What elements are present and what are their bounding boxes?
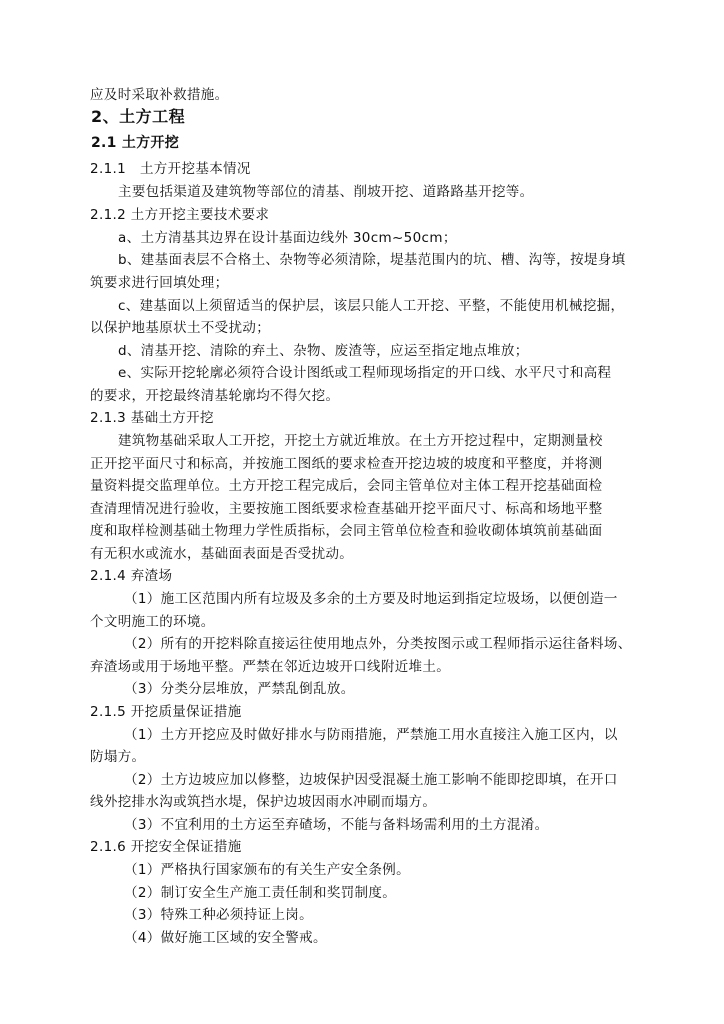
paragraph-line: 量资料提交监理单位。土方开挖工程完成后，会同主管单位对主体工程开挖基础面检 — [90, 478, 603, 494]
section-heading: 2、土方工程 — [91, 107, 186, 126]
paragraph-line: 度和取样检测基础土物理力学性质指标，会同主管单位检查和验收砌体填筑前基础面 — [90, 523, 603, 539]
paragraph-line: （3）分类分层堆放，严禁乱倒乱放。 — [124, 681, 355, 697]
text-line: 应及时采取补救措施。 — [90, 87, 229, 103]
item-heading: 2.1.5 开挖质量保证措施 — [90, 704, 242, 720]
item-heading: 2.1.2 土方开挖主要技术要求 — [90, 207, 270, 223]
paragraph-line: 弃渣场或用于场地平整。严禁在邻近边坡开口线附近堆土。 — [90, 659, 451, 675]
paragraph-line: 主要包括渠道及建筑物等部位的清基、削坡开挖、道路路基开挖等。 — [118, 184, 534, 200]
item-heading: 2.1.4 弃渣场 — [90, 568, 173, 584]
paragraph-line: （1）施工区范围内所有垃圾及多余的土方要及时地运到指定垃圾场，以便创造一 — [124, 591, 618, 607]
item-heading: 2.1.6 开挖安全保证措施 — [90, 839, 242, 855]
paragraph-line: （2）所有的开挖料除直接运往使用地点外，分类按图示或工程师指示运往备料场、 — [124, 636, 632, 652]
paragraph-line: （2）土方边坡应加以修整，边坡保护因受混凝土施工影响不能即挖即填，在开口 — [124, 772, 618, 788]
paragraph-line: c、建基面以上须留适当的保护层，该层只能人工开挖、平整，不能使用机械挖掘， — [118, 298, 625, 314]
subsection-heading: 2.1 土方开挖 — [91, 135, 180, 151]
paragraph-line: e、实际开挖轮廓必须符合设计图纸或工程师现场指定的开口线、水平尺寸和高程 — [118, 365, 612, 381]
paragraph-line: a、土方清基其边界在设计基面边线外 30cm~50cm； — [118, 230, 457, 246]
paragraph-line: 筑要求进行回填处理； — [90, 275, 229, 291]
paragraph-line: 以保护地基原状土不受扰动； — [90, 320, 271, 336]
paragraph-line: 个文明施工的环境。 — [90, 614, 215, 630]
paragraph-line: （4）做好施工区域的安全警戒。 — [124, 930, 327, 946]
paragraph-line: 正开挖平面尺寸和标高，并按施工图纸的要求检查开挖边坡的坡度和平整度，并将测 — [90, 456, 603, 472]
paragraph-line: （3）特殊工种必须持证上岗。 — [124, 907, 313, 923]
paragraph-line: d、清基开挖、清除的弃土、杂物、废渣等，应运至指定地点堆放； — [118, 343, 529, 359]
paragraph-line: 有无积水或流水，基础面表面是否受扰动。 — [90, 546, 354, 562]
paragraph-line: 防塌方。 — [90, 749, 146, 765]
paragraph-line: （2）制订安全生产施工责任制和奖罚制度。 — [124, 885, 397, 901]
paragraph-line: （1）严格执行国家颁布的有关生产安全条例。 — [124, 862, 410, 878]
paragraph-line: 查清理情况进行验收，主要按施工图纸要求检查基础开挖平面尺寸、标高和场地平整 — [90, 501, 603, 517]
paragraph-line: 建筑物基础采取人工开挖，开挖土方就近堆放。在土方开挖过程中，定期测量校 — [118, 433, 603, 449]
paragraph-line: 线外挖排水沟或筑挡水堤，保护边坡因雨水冲刷而塌方。 — [90, 794, 437, 810]
item-heading: 2.1.1 土方开挖基本情况 — [90, 161, 251, 177]
paragraph-line: b、建基面表层不合格土、杂物等必须清除，堤基范围内的坑、槽、沟等，按堤身填 — [118, 252, 626, 268]
paragraph-line: （3）不宜利用的土方运至弃碴场，不能与备料场需利用的土方混淆。 — [124, 817, 549, 833]
item-heading: 2.1.3 基础土方开挖 — [90, 410, 214, 426]
paragraph-line: 的要求，开挖最终清基轮廓均不得欠挖。 — [90, 388, 340, 404]
paragraph-line: （1）土方开挖应及时做好排水与防雨措施，严禁施工用水直接注入施工区内，以 — [124, 727, 618, 743]
